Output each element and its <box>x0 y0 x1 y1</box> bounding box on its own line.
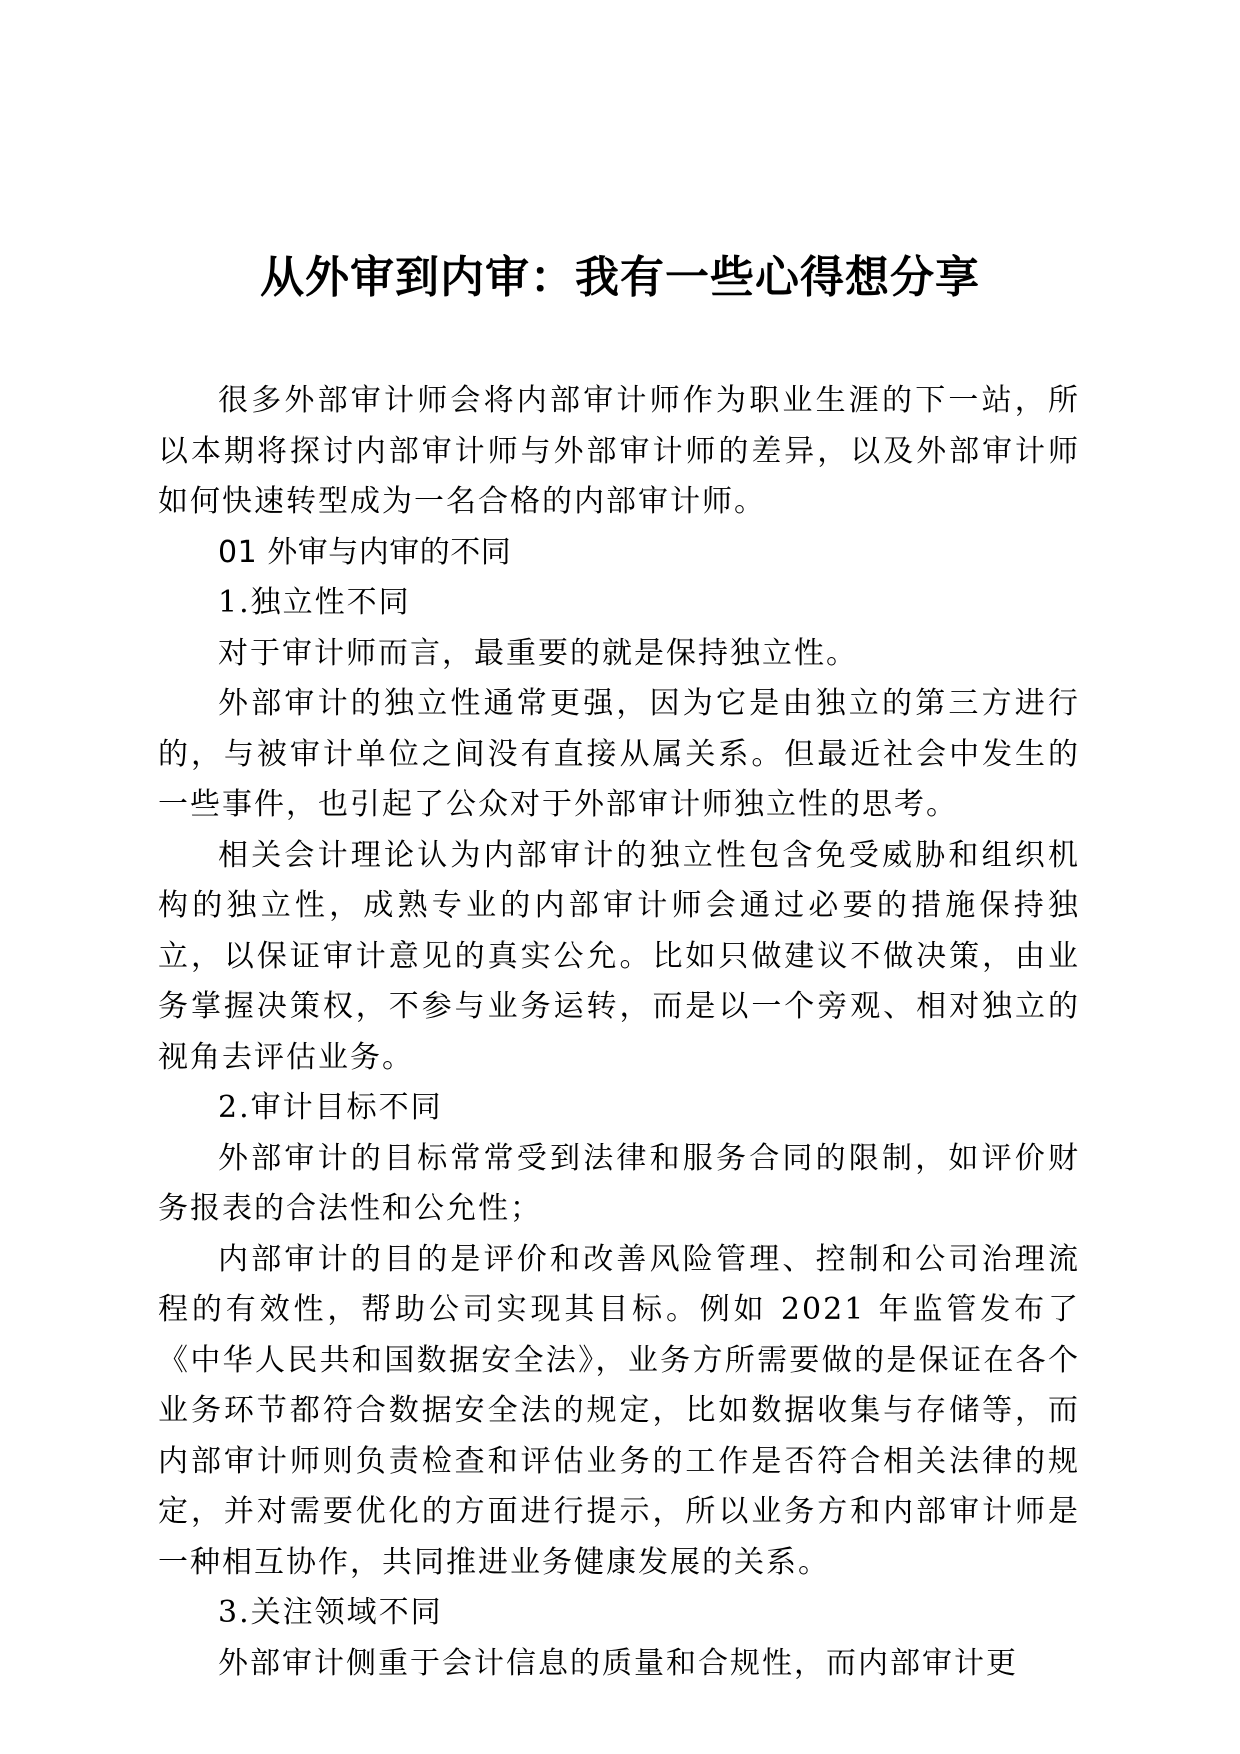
document-title: 从外审到内审：我有一些心得想分享 <box>260 252 980 303</box>
paragraph: 外部审计侧重于会计信息的质量和合规性，而内部审计更 <box>218 1645 1018 1681</box>
paragraph: 外部审计的独立性通常更强，因为它是由独立的第三方进行的，与被审计单位之间没有直接从属关系。但最近社会中发生的一些事件，也引起了公众对于外部审计师独立性的思考。 <box>158 686 1080 822</box>
section-heading: 01 外审与内审的不同 <box>218 534 512 570</box>
paragraph: 相关会计理论认为内部审计的独立性包含免受威胁和组织机构的独立性，成熟专业的内部审计师会通过必要的措施保持独立，以保证审计意见的真实公允。比如只做建议不做决策，由业务掌握决策权，不参与业务运转，而是以一个旁观、相对独立的视角去评估业务。 <box>158 837 1080 1075</box>
intro-paragraph: 很多外部审计师会将内部审计师作为职业生涯的下一站，所以本期将探讨内部审计师与外部审计师的差异，以及外部审计师如何快速转型成为一名合格的内部审计师。 <box>158 383 1080 519</box>
subsection-title-objectives: 2.审计目标不同 <box>218 1090 443 1125</box>
paragraph: 对于审计师而言，最重要的就是保持独立性。 <box>218 635 858 671</box>
paragraph: 内部审计的目的是评价和改善风险管理、控制和公司治理流程的有效性，帮助公司实现其目标。例如 2021 年监管发布了《中华人民共和国数据安全法》，业务方所需要做的是保证在各个业务环节都符合数据安全法的规定，比如数据收集与存储等，而内部审计师则负责检查和评估业务的工作是否符合相关法律的规定，并对需要优化的方面进行提示，所以业务方和内部审计师是一种相互协作，共同推进业务健康发展的关系。 <box>158 1241 1080 1580</box>
document-body <box>158 376 1080 1689</box>
paragraph: 外部审计的目标常常受到法律和服务合同的限制，如评价财务报表的合法性和公允性； <box>158 1140 1080 1226</box>
subsection-title-focus: 3.关注领域不同 <box>218 1595 443 1630</box>
subsection-title-independence: 1.独立性不同 <box>218 585 411 620</box>
